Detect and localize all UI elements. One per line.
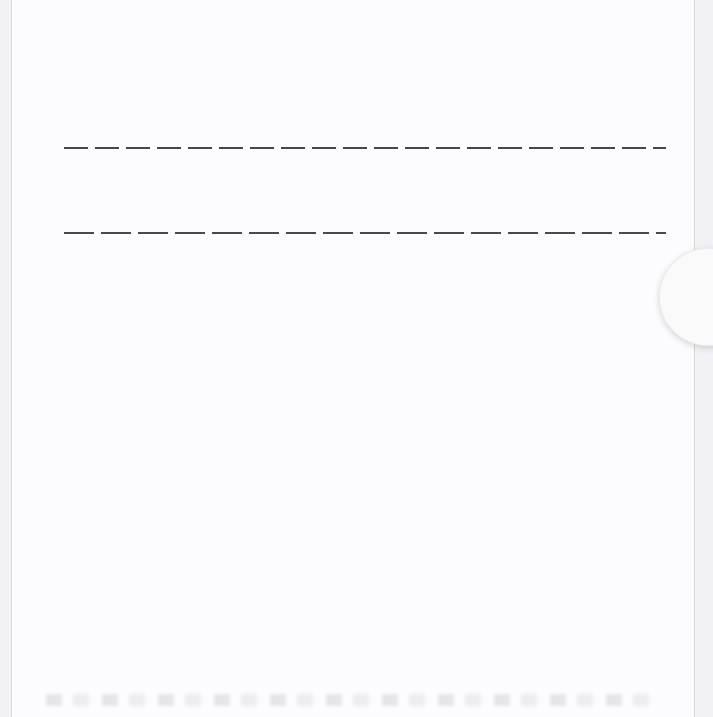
table-header-separator [64, 232, 666, 234]
page-bleed-ghost [46, 694, 660, 706]
table-top-border [64, 147, 666, 149]
document-page [11, 0, 695, 717]
